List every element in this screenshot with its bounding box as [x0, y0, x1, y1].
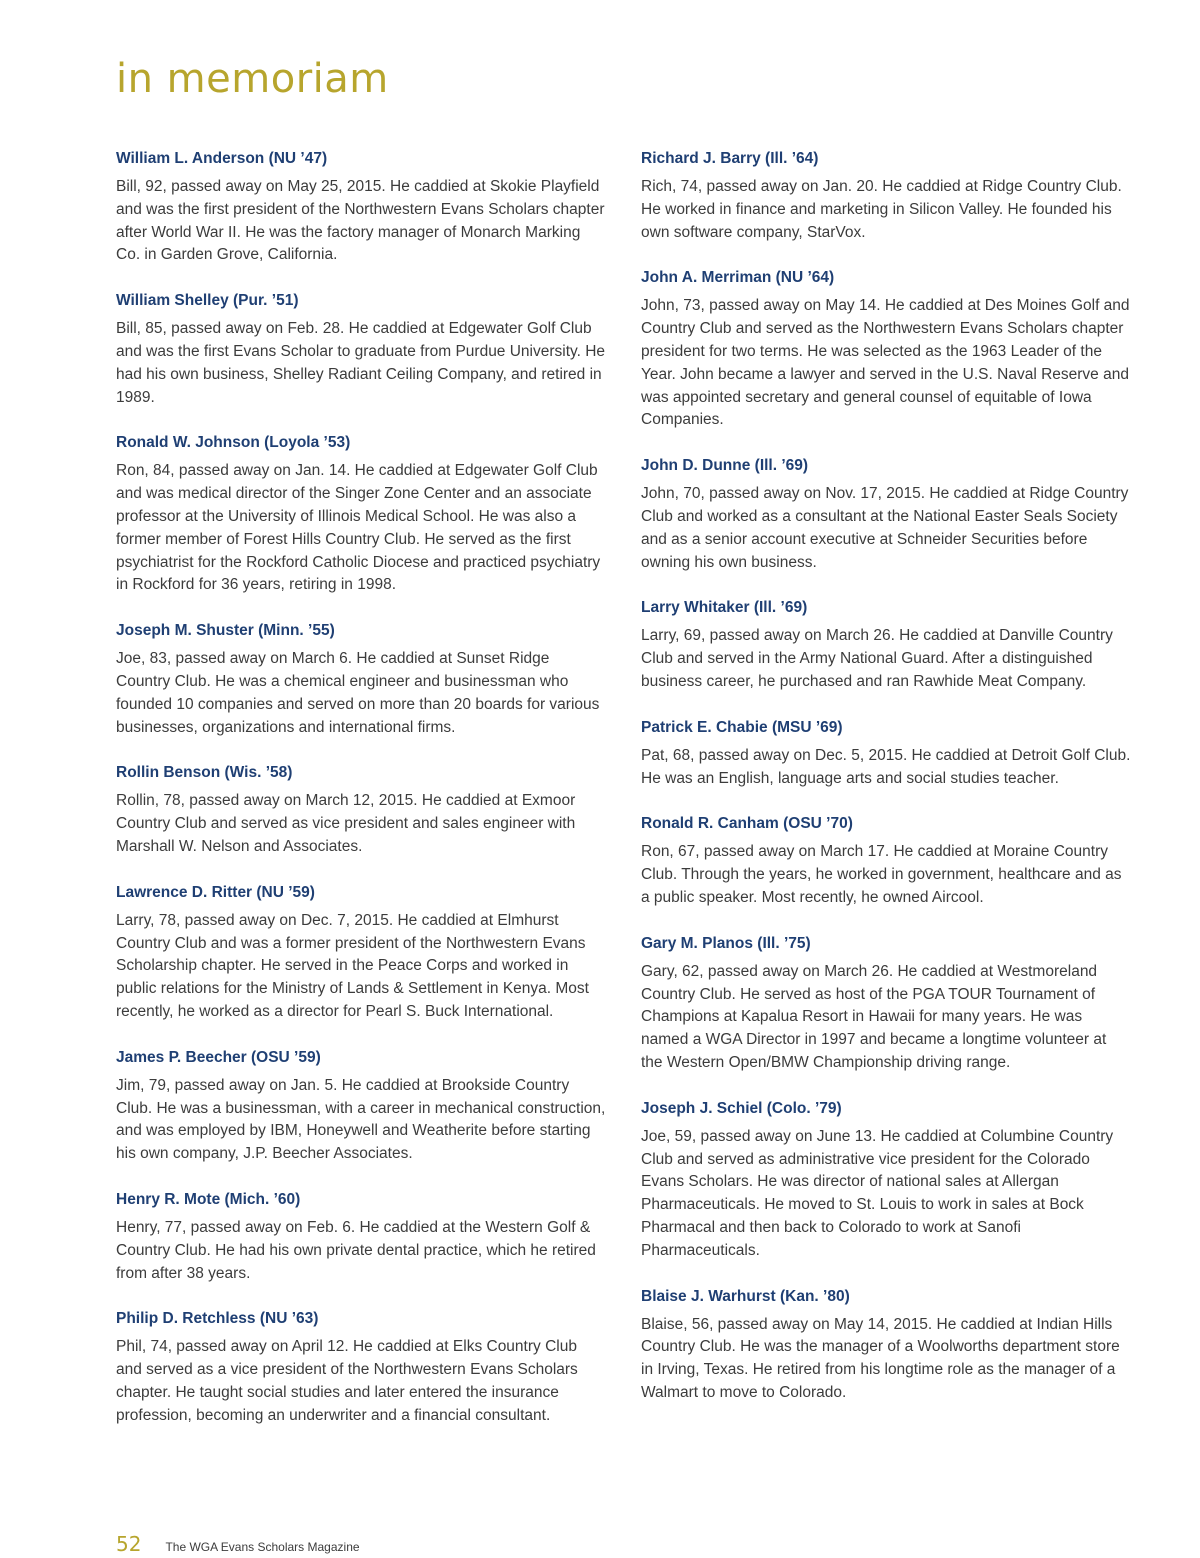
- entry-text: Larry, 69, passed away on March 26. He caddied at Danville Country Club and served in the Army National Guard. After a distinguished business career, he purchased and ran Rawhide Meat Company.: [641, 627, 1113, 690]
- obituary-entry: [116, 883, 606, 1024]
- obituary-entry: [116, 433, 606, 597]
- entry-text: Henry, 77, passed away on Feb. 6. He caddied at the Western Golf & Country Club. He had his own private dental practice, which he retired from after 38 years.: [116, 1218, 596, 1282]
- entry-name: John A. Merriman (NU ’64): [641, 269, 835, 287]
- entry-text: Bill, 85, passed away on Feb. 28. He caddied at Edgewater Golf Club and was the first Evans Scholar to graduate from Purdue University. He had his own business, Shelley Radiant Ceiling Company, and retired in 1989.: [116, 320, 606, 406]
- obituary-entry: [116, 621, 606, 739]
- magazine-name: The WGA Evans Scholars Magazine: [165, 1540, 360, 1554]
- obituary-entry: [641, 718, 1131, 791]
- entry-name: Patrick E. Chabie (MSU ’69): [641, 718, 843, 736]
- entry-name: Joseph M. Shuster (Minn. ’55): [116, 622, 335, 640]
- entry-text: Bill, 92, passed away on May 25, 2015. He caddied at Skokie Playfield and was the first president of the Northwestern Evans Scholars chapter after World War II. He was the factory manager of Monarch Marking Co. in Garden Grove, California.: [116, 178, 605, 264]
- obituary-entry: [116, 1048, 606, 1166]
- entry-name: Ronald W. Johnson (Loyola ’53): [116, 434, 351, 452]
- page-number: 52: [116, 1532, 142, 1556]
- entry-text: Pat, 68, passed away on Dec. 5, 2015. He caddied at Detroit Golf Club. He was an English, language arts and social studies teacher.: [641, 746, 1131, 787]
- entry-text: Ron, 84, passed away on Jan. 14. He caddied at Edgewater Golf Club and was medical director of the Singer Zone Center and an associate professor at the University of Illinois Medical School. He was also a former member of Forest Hills Country Club. He served as the first psychiatrist for the Rockford Catholic Diocese and practiced psychiatry in Rockford for 36 years, retiring in 1998.: [116, 462, 601, 594]
- entry-text: Phil, 74, passed away on April 12. He caddied at Elks Country Club and served as a vice president of the Northwestern Evans Scholars chapter. He taught social studies and later entered the insurance profession, becoming an underwriter and a financial consultant.: [116, 1338, 578, 1424]
- entry-text: Gary, 62, passed away on March 26. He caddied at Westmoreland Country Club. He served as host of the PGA TOUR Tournament of Champions at Kapalua Resort in Hawaii for many years. He was named a WGA Director in 1997 and became a longtime volunteer at the Western Open/BMW Championship driving range.: [641, 962, 1107, 1071]
- entry-name: John D. Dunne (Ill. ’69): [641, 457, 809, 475]
- obituary-entry: [641, 149, 1131, 244]
- entry-name: Lawrence D. Ritter (NU ’59): [116, 883, 315, 901]
- entry-name: Philip D. Retchless (NU ’63): [116, 1310, 319, 1328]
- obituary-entry: [116, 149, 606, 267]
- entry-text: Rollin, 78, passed away on March 12, 2015. He caddied at Exmoor Country Club and served as vice president and sales engineer with Marshall W. Nelson and Associates.: [116, 792, 576, 855]
- entry-text: Joe, 59, passed away on June 13. He caddied at Columbine Country Club and served as administrative vice president for the Colorado Evans Scholars. He was director of national sales at Allergan Pharmaceuticals. He moved to St. Louis to work in sales at Bock Pharmacal and then back to Colorado to work at Sanofi Pharmaceuticals.: [641, 1127, 1114, 1259]
- page-footer: [116, 1532, 360, 1556]
- entry-name: Blaise J. Warhurst (Kan. ’80): [641, 1287, 850, 1305]
- entry-text: John, 73, passed away on May 14. He caddied at Des Moines Golf and Country Club and served as the Northwestern Evans Scholars chapter president for two terms. He was selected as the 1963 Leader of the Year. John became a lawyer and served in the U.S. Naval Reserve and was appointed secretary and general counsel of equitable of Iowa Companies.: [641, 297, 1130, 429]
- obituary-entry: [116, 1190, 606, 1285]
- obituary-entry: [641, 814, 1131, 909]
- page-title: in memoriam: [116, 56, 389, 102]
- obituary-entry: [641, 1099, 1131, 1263]
- obituary-entry: [641, 268, 1131, 432]
- entry-text: John, 70, passed away on Nov. 17, 2015. He caddied at Ridge Country Club and worked as a consultant at the National Easter Seals Society and as a senior account executive at Schneider Securities before owning his own business.: [641, 485, 1129, 571]
- entry-name: Gary M. Planos (Ill. ’75): [641, 934, 811, 952]
- obituary-entry: [116, 291, 606, 409]
- entry-text: Larry, 78, passed away on Dec. 7, 2015. He caddied at Elmhurst Country Club and was a former president of the Northwestern Evans Scholarship chapter. He served in the Peace Corps and worked in public relations for the Ministry of Lands & Settlement in Kenya. Most recently, he worked as a director for Pearl S. Buck International.: [116, 911, 589, 1020]
- obituary-entry: [641, 456, 1131, 574]
- entry-name: Joseph J. Schiel (Colo. ’79): [641, 1099, 842, 1117]
- entry-name: Ronald R. Canham (OSU ’70): [641, 815, 853, 833]
- entry-name: Larry Whitaker (Ill. ’69): [641, 599, 808, 617]
- entry-name: Rollin Benson (Wis. ’58): [116, 764, 293, 782]
- entry-name: William L. Anderson (NU ’47): [116, 150, 328, 167]
- obituary-entry: [641, 598, 1131, 693]
- right-column: [641, 149, 1131, 1429]
- entry-text: Joe, 83, passed away on March 6. He caddied at Sunset Ridge Country Club. He was a chemical engineer and businessman who founded 10 companies and served on more than 20 boards for various businesses, organizations and international firms.: [116, 650, 600, 736]
- left-column: [116, 149, 606, 1451]
- entry-name: James P. Beecher (OSU ’59): [116, 1048, 321, 1066]
- obituary-entry: [116, 763, 606, 858]
- obituary-entry: [641, 1287, 1131, 1405]
- obituary-entry: [116, 1309, 606, 1427]
- entry-name: William Shelley (Pur. ’51): [116, 292, 299, 310]
- entry-text: Ron, 67, passed away on March 17. He caddied at Moraine Country Club. Through the years, he worked in government, healthcare and as a public speaker. Most recently, he owned Aircool.: [641, 843, 1122, 906]
- entry-text: Jim, 79, passed away on Jan. 5. He caddied at Brookside Country Club. He was a businessman, with a career in mechanical construction, and was employed by IBM, Honeywell and Weatherite before starting his own company, J.P. Beecher Associates.: [116, 1076, 606, 1163]
- obituary-entry: [641, 934, 1131, 1075]
- entry-name: Henry R. Mote (Mich. ’60): [116, 1190, 301, 1208]
- entry-text: Blaise, 56, passed away on May 14, 2015. He caddied at Indian Hills Country Club. He was the manager of a Woolworths department store in Irving, Texas. He retired from his longtime role as the manager of a Walmart to move to Colorado.: [641, 1315, 1120, 1401]
- entry-text: Rich, 74, passed away on Jan. 20. He caddied at Ridge Country Club. He worked in finance and marketing in Silicon Valley. He founded his own software company, StarVox.: [641, 178, 1122, 241]
- entry-name: Richard J. Barry (Ill. ’64): [641, 150, 819, 167]
